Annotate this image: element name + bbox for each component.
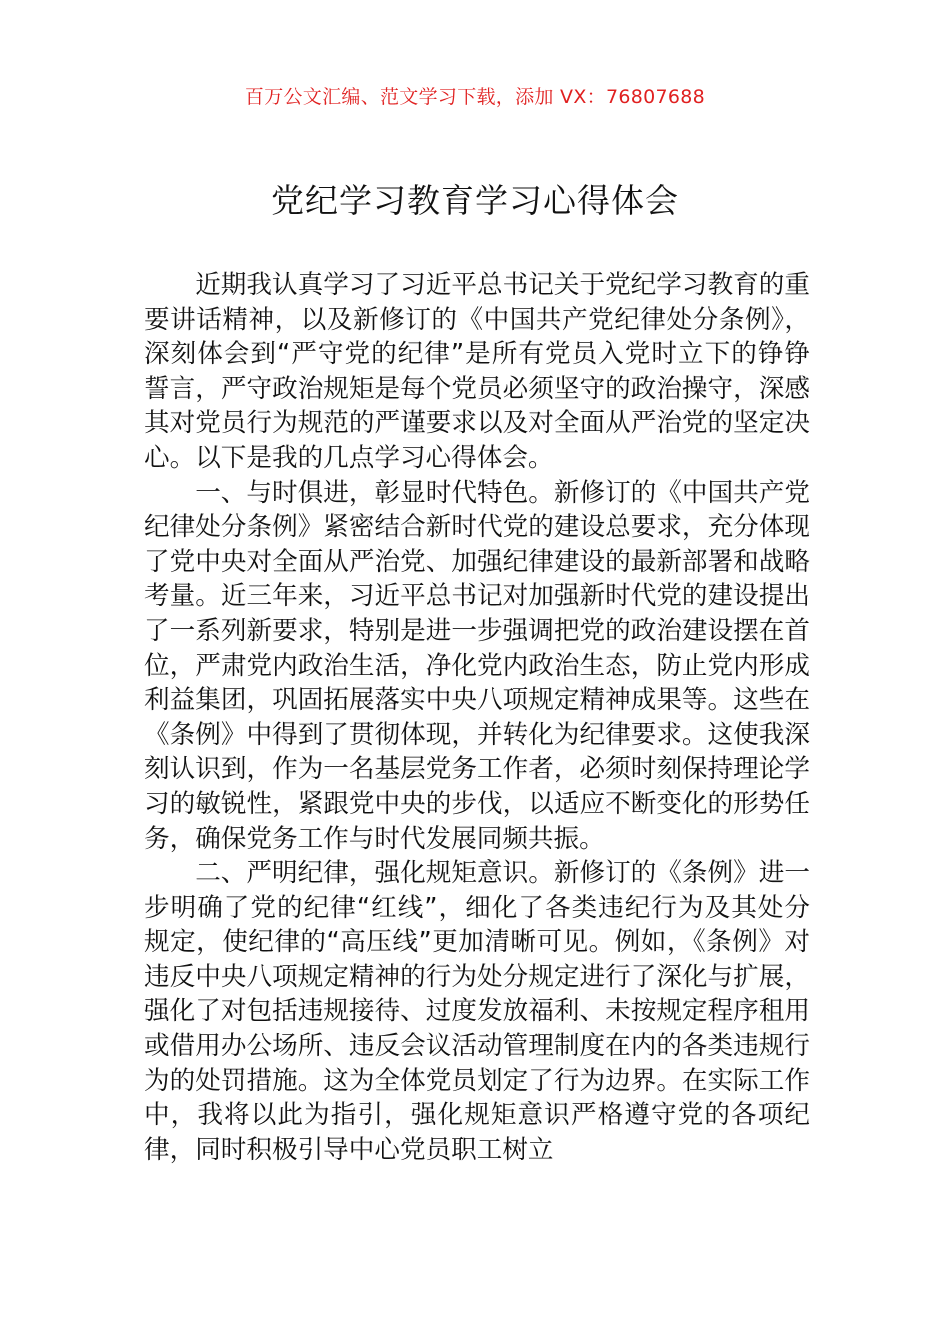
paragraph-section-2: 二、严明纪律，强化规矩意识。新修订的《条例》进一步明确了党的纪律“红线”，细化了各类违纪行为及其处分规定，使纪律的“高压线”更加清晰可见。例如，《条例》对违反中央八项规定精神的行为处分规定进行了深化与扩展，强化了对包括违规接待、过度发放福利、未按规定程序租用或借用办公场所、违反会议活动管理制度在内的各类违规行为的处罚措施。这为全体党员划定了行为边界。在实际工作中，我将以此为指引，强化规矩意识严格遵守党的各项纪律，同时积极引导中心党员职工树立 xyxy=(144,858,810,1165)
paragraph-section-1: 一、与时俱进，彰显时代特色。新修订的《中国共产党纪律处分条例》紧密结合新时代党的建设总要求，充分体现了党中央对全面从严治党、加强纪律建设的最新部署和战略考量。近三年来，习近平总书记对加强新时代党的建设提出了一系列新要求，特别是进一步强调把党的政治建设摆在首位，严肃党内政治生活，净化党内政治生态，防止党内形成利益集团，巩固拓展落实中央八项规定精神成果等。这些在《条例》中得到了贯彻体现，并转化为纪律要求。这使我深刻认识到，作为一名基层党务工作者，必须时刻保持理论学习的敏锐性，紧跟党中央的步伐，以适应不断变化的形势任务，确保党务工作与时代发展同频共振。 xyxy=(144,477,810,854)
document-title: 党纪学习教育学习心得体会 xyxy=(271,181,679,220)
paragraph-intro: 近期我认真学习了习近平总书记关于党纪学习教育的重要讲话精神，以及新修订的《中国共产党纪律处分条例》，深刻体会到“严守党的纪律”是所有党员入党时立下的铮铮誓言，严守政治规矩是每个党员必须坚守的政治操守，深感其对党员行为规范的严谨要求以及对全面从严治党的坚定决心。以下是我的几点学习心得体会。 xyxy=(144,270,810,473)
download-notice: 百万公文汇编、范文学习下载，添加 VX：76807688 xyxy=(244,86,706,108)
document-body xyxy=(144,268,810,1167)
